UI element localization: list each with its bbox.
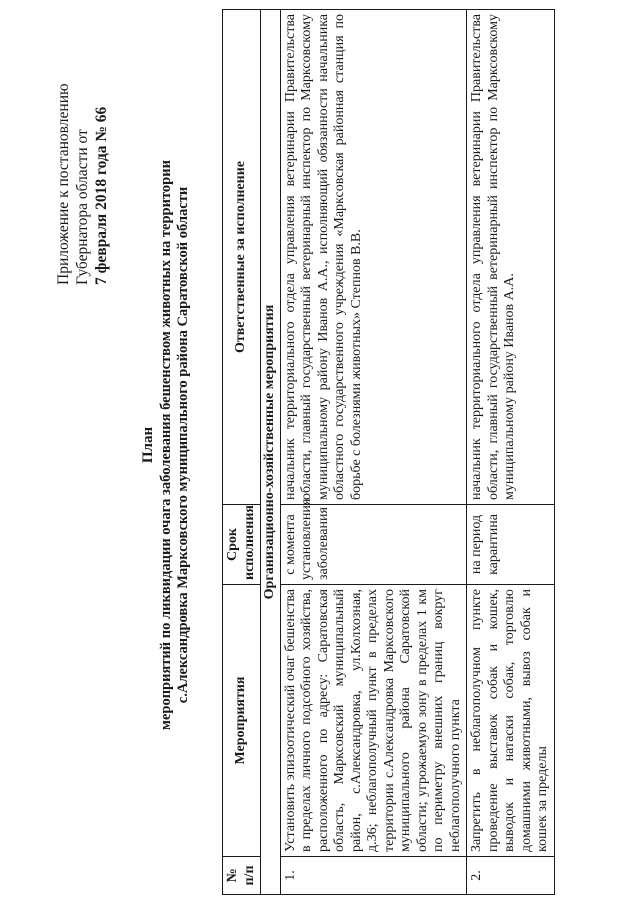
section-title: Организационно-хозяйственные мероприятия	[261, 10, 281, 895]
approval-note	[54, 83, 111, 285]
table-row	[280, 10, 467, 895]
title-line-1: мероприятий по ликвидации очага заболевания бешенством животных на территории	[158, 160, 174, 730]
header-measures: Мероприятия	[223, 585, 261, 857]
section-row	[261, 10, 281, 895]
approval-line-2: Губернатора области от	[74, 129, 91, 285]
row-measures: Запретить в неблагополучном пункте проведение выставок собак и кошек, выводок и натаски собак, торговлю домашними животными, вывоз собак и кошек за пределы	[467, 585, 555, 857]
table-row	[467, 10, 555, 895]
row-num: 1.	[280, 857, 467, 895]
table-header-row	[223, 10, 261, 895]
header-responsible: Ответственные за исполнение	[223, 10, 261, 505]
row-num: 2.	[467, 857, 555, 895]
row-deadline: с момента установления заболевания	[280, 505, 467, 585]
row-deadline: на период карантина	[467, 505, 555, 585]
approval-line-1: Приложение к постановлению	[55, 83, 72, 285]
approval-line-3: 7 февраля 2018 года № 66	[93, 106, 110, 285]
row-responsible: начальник территориального отдела управления ветеринарии Правительства области, главный государственный ветеринарный инспектор по Марксовскому муниципальному району Иванов А.А., исполняющий обязанности начальника областного государственного учреждения «Марксовская районная станция по борьбе с болезнями животных» Степнов В.В.	[280, 10, 467, 505]
header-deadline: Срок исполнения	[223, 505, 261, 585]
document-title	[140, 135, 192, 755]
header-num: № п/п	[223, 857, 261, 895]
title-line-2: с.Александровка Марксовского муниципального района Саратовской области	[175, 186, 191, 704]
measures-table	[222, 9, 555, 895]
row-measures: Установить эпизоотический очаг бешенства в пределах личного подсобного хозяйства, расположенного по адресу: Саратовская область, Марксовский муниципальный район, с.Александровка, ул.Колхозная, д.36; неблагополучный пункт в пределах территории с.Александровка Марксовского муниципального района Саратовской области; угрожаемую зону в пределах 1 км по периметру внешних границ вокруг неблагополучного пункта	[280, 585, 467, 857]
title-plan: План	[140, 426, 156, 464]
row-responsible: начальник территориального отдела управления ветеринарии Правительства области, главный государственный ветеринарный инспектор по Марксовскому муниципальному району Иванов А.А.	[467, 10, 555, 505]
